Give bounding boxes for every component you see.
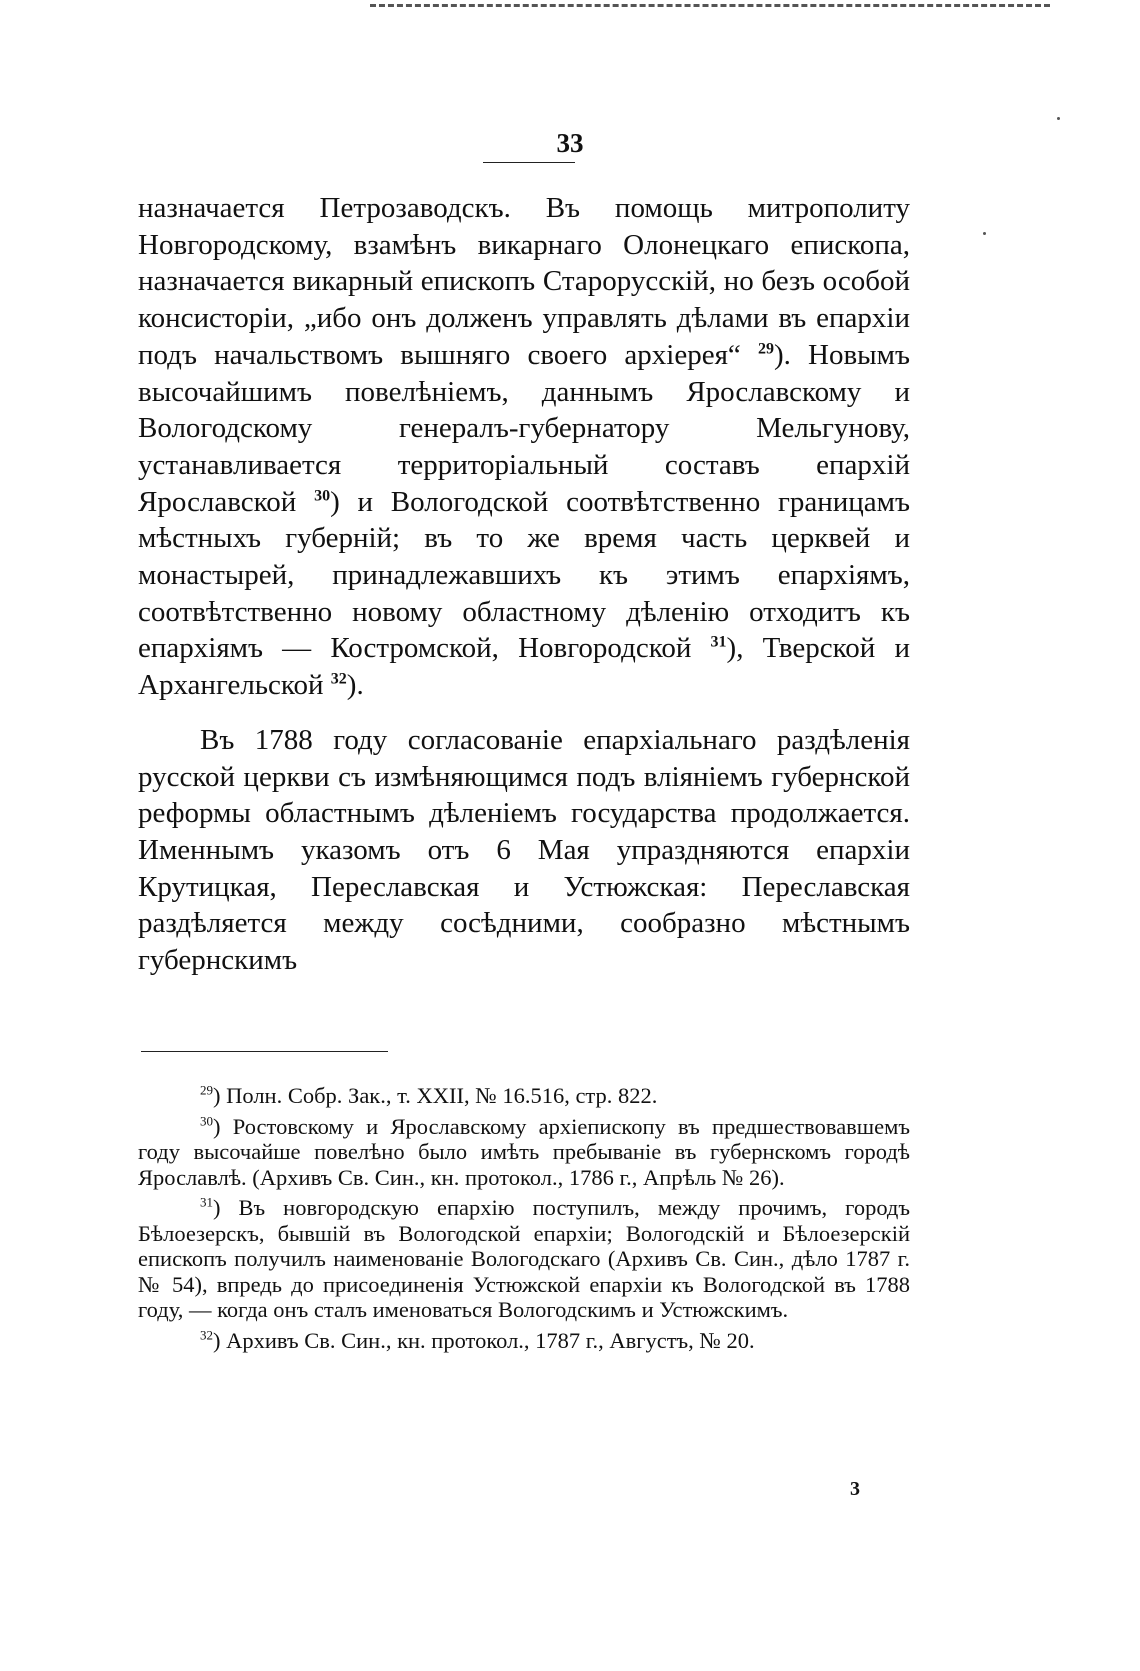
footnote-reference: 29 bbox=[757, 340, 774, 358]
paragraph bbox=[138, 722, 910, 979]
page-number: 33 bbox=[556, 128, 584, 158]
text-segment: назначается Петрозаводскъ. Въ помощь митрополиту Новгородскому, взамѣнъ викарнаго Олонецкаго епископа, назначается викарный епископъ Старорусскій, но безъ особой консисторіи, „ибо онъ долженъ управлять дѣлами въ епархіи подъ начальствомъ вышняго своего архіерея“ bbox=[138, 192, 910, 371]
margin-speck bbox=[1057, 117, 1060, 120]
text-segment: Въ 1788 году согласованіе епархіальнаго раздѣленія русской церкви съ измѣняющимся подъ вліяніемъ губернской реформы областнымъ дѣленіемъ государства продолжается. Именнымъ указомъ отъ 6 Мая упраздняются епархіи Крутицкая, Переславская и Устюжская: Переславская раздѣляется между сосѣдними, сообразно мѣстнымъ губернскимъ bbox=[138, 723, 910, 977]
top-edge-rule bbox=[370, 4, 1050, 7]
footnote-reference: 31 bbox=[710, 633, 727, 651]
text-segment: ) и Вологодской соотвѣтственно границамъ мѣстныхъ губерній; въ то же время часть церквей и монастырей, принадлежавшихъ къ этимъ епархіямъ, соотвѣтственно новому областному дѣленію отходитъ къ епархіямъ — Костромской, Новгородской bbox=[138, 485, 910, 665]
margin-speck bbox=[983, 232, 986, 235]
footnote-marker: 32 bbox=[200, 1327, 213, 1342]
footnote-text: ) Полн. Собр. Зак., т. XXII, № 16.516, стр. 822. bbox=[213, 1083, 658, 1108]
footnote-text: ) Ростовскому и Ярославскому архіепископу въ предшествовавшемъ году высочайше повелѣно было имѣть пребываніе въ губернскомъ городѣ Ярославлѣ. (Архивъ Св. Син., кн. протокол., 1786 г., Апрѣль № 26). bbox=[138, 1113, 910, 1190]
main-text bbox=[138, 190, 910, 979]
footnote-reference: 30 bbox=[314, 486, 331, 504]
footnote-marker: 30 bbox=[200, 1113, 213, 1128]
text-segment: ). Новымъ высочайшимъ повелѣніемъ, даннымъ Ярославскому и Вологодскому генералъ-губернатору Мельгунову, устанавливается территоріальный составъ епархій Ярославской bbox=[138, 338, 910, 518]
footnote-separator bbox=[141, 1051, 388, 1052]
page-number-rule bbox=[483, 162, 575, 163]
footnote-reference: 32 bbox=[330, 670, 347, 688]
footnote-text: ) Архивъ Св. Син., кн. протокол., 1787 г., Августъ, № 20. bbox=[213, 1327, 755, 1353]
footnote bbox=[138, 1114, 910, 1191]
footnote-marker: 29 bbox=[200, 1082, 213, 1098]
footnotes bbox=[138, 1083, 910, 1353]
footnote bbox=[138, 1328, 910, 1354]
text-segment: ). bbox=[346, 669, 364, 702]
footnote bbox=[138, 1083, 910, 1109]
printer-signature-mark: 3 bbox=[850, 1478, 860, 1500]
footnote bbox=[138, 1195, 910, 1323]
footnote-marker: 31 bbox=[200, 1194, 213, 1210]
footnote-text: ) Въ новгородскую епархію поступилъ, между прочимъ, городъ Бѣлоезерскъ, бывшій въ Вологодской епархіи; Вологодскій и Бѣлоезерскій епископъ получилъ наименованіе Вологодскаго (Архивъ Св. Син., дѣло 1787 г. № 54), впредь до присоединенія Устюжской епархіи къ Вологодской въ 1788 году, — когда онъ сталъ именоваться Вологодскимъ и Устюжскимъ. bbox=[138, 1195, 910, 1322]
paragraph bbox=[138, 190, 910, 704]
text-segment: ), Тверской и Архангельской bbox=[138, 632, 910, 702]
